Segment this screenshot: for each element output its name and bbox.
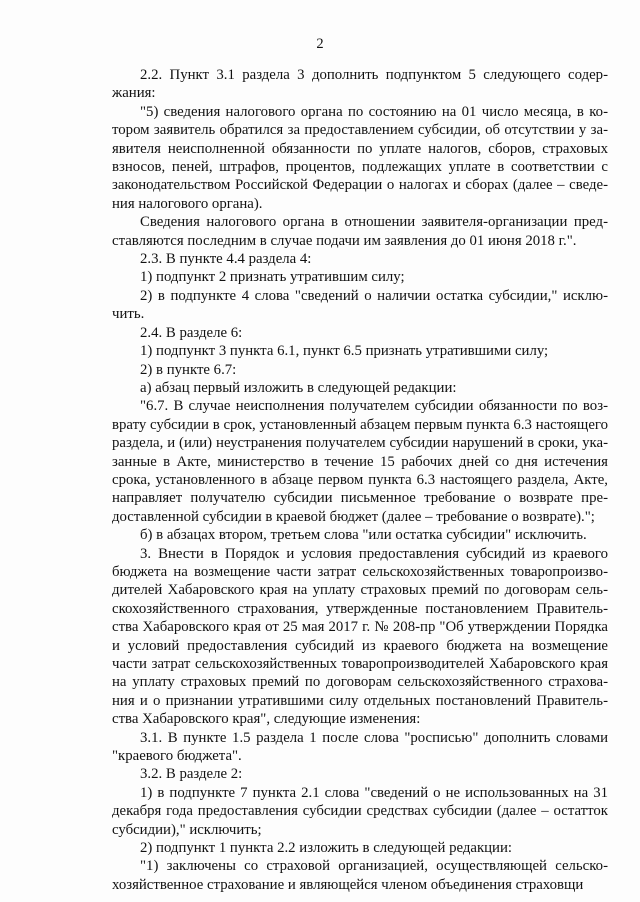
paragraph-2-2: 2.2. Пункт 3.1 раздела 3 дополнить подпунктом 5 следующего содержания: [112,67,608,102]
paragraph-3-2-item-2: 2) подпункт 1 пункта 2.2 изложить в следующей редакции: [140,840,513,857]
paragraph-tax-info: Сведения налогового органа в отношении заявителя-организации представляются последним в случае подачи им заявления до 01 июня 2018 г.". [112,214,608,249]
paragraph-2-4-item-b: б) в абзацах втором, третьем слова "или остатка субсидии" исключить. [140,527,587,544]
paragraph-2-4-item-a: а) абзац первый изложить в следующей редакции: [140,379,457,396]
paragraph-3-1: 3.1. В пункте 1.5 раздела 1 после слова "росписью" дополнить словами "краевого бюджета". [112,729,608,765]
paragraph-2-4-item-2: 2) в пункте 6.7: [140,361,237,378]
paragraph-3-2-quote-1: "1) заключены со страховой организацией, осуществляющей сельскохозяйственное страхование и являющейся членом объединения страховщи [112,858,608,893]
page-number: 2 [316,36,324,52]
paragraph-3: 3. Внести в Порядок и условия предоставления субсидий из краевого бюджета на возмещение части затрат сельскохозяйственных товаропроизводителей Хабаровского края на уплату страховых премий по договорам сельскохозяйственного страхования, утвержденные постановлением Правительства Хабаровского края от 25 мая 2017 г. № 208-пр "Об утверждении Порядка и условий предоставления субсидий из краевого бюджета на возмещение части затрат сельскохозяйственных товаропроизводителей Хабаровского края на уплату страховых премий по договорам сельскохозяйственного страхования и о признании утратившими силу отдельных постановлений Правительства Хабаровского края", следующие изменения: [112,545,608,728]
paragraph-6-7: "6.7. В случае неисполнения получателем субсидии обязанности по возврату субсидии в срок, установленный абзацем первым пункта 6.3 настоящего раздела, и (или) неустранения получателем субсидии нарушений в сроки, указанные в Акте, министерство в течение 15 рабочих дней со дня истечения срока, установленного в абзаце первом пункта 6.3 настоящего раздела, Акте, направляет получателю субсидии письменное требование о возврате предоставленной субсидии в краевой бюджет (далее – требование о возврате)."; [112,398,608,525]
paragraph-2-4: 2.4. В разделе 6: [140,324,243,341]
paragraph-2-3-item-1: 1) подпункт 2 признать утратившим силу; [140,269,405,286]
paragraph-3-2-item-1: 1) в подпункте 7 пункта 2.1 слова "сведений о не использованных на 31 декабря года предоставления субсидии средствах субсидии (далее – остатток субсидии)," исключить; [112,784,608,838]
document-body [112,66,608,894]
paragraph-subitem-5: "5) сведения налогового органа по состоянию на 01 число месяца, в котором заявитель обратился за предоставлением субсидии, об отсутствии у заявителя неисполненной обязанности по уплате налогов, сборов, страховых взносов, пеней, штрафов, процентов, подлежащих уплате в соответствии с законодательством Российской Федерации о налогах и сборах (далее – сведения налогового органа). [112,103,608,212]
paragraph-2-3-item-2: 2) в подпункте 4 слова "сведений о наличии остатка субсидии," исключить. [112,287,608,323]
paragraph-2-4-item-1: 1) подпункт 3 пункта 6.1, пункт 6.5 признать утратившими силу; [140,343,549,360]
paragraph-3-2: 3.2. В разделе 2: [140,766,243,783]
paragraph-2-3: 2.3. В пункте 4.4 раздела 4: [140,251,312,268]
